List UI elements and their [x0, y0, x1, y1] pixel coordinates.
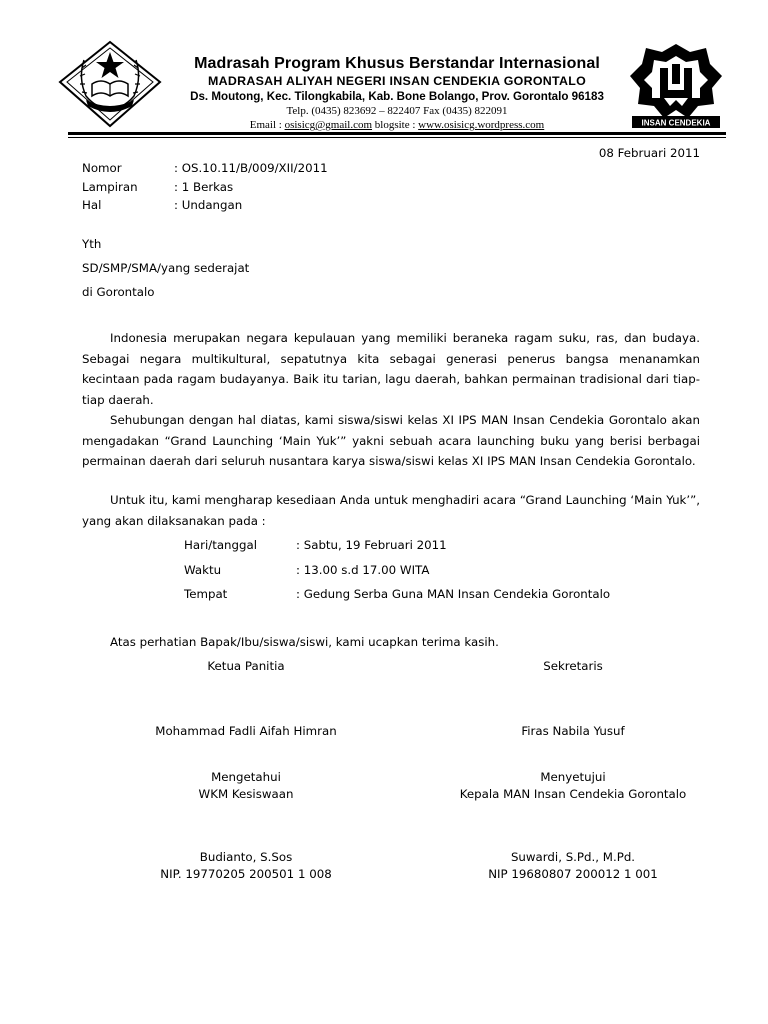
meta-value: : Undangan — [174, 198, 243, 212]
chair-title: Ketua Panitia — [207, 659, 285, 673]
email-link[interactable]: osisicg@gmail.com — [284, 119, 373, 131]
approved-nip: NIP 19680807 200012 1 001 — [488, 867, 658, 881]
event-row-date — [184, 533, 610, 558]
school-emblem-icon — [56, 38, 164, 130]
meta-row-subject — [82, 196, 328, 215]
meta-label: Hal — [82, 198, 102, 212]
school-name: MADRASAH ALIYAH NEGERI INSAN CENDEKIA GORONTALO — [207, 74, 587, 88]
known-name: Budianto, S.Sos — [199, 850, 293, 864]
meta-row-number — [82, 159, 328, 178]
event-label: Waktu — [184, 562, 222, 577]
addressee-line: di Gorontalo — [82, 285, 155, 299]
contact-line — [160, 118, 634, 132]
known-position: WKM Kesiswaan — [198, 787, 294, 801]
approved-block — [418, 769, 728, 803]
meta-label: Nomor — [82, 161, 122, 175]
letterhead — [160, 54, 634, 132]
closing-sentence: Atas perhatian Bapak/Ibu/siswa/siswi, kami ucapkan terima kasih. — [110, 635, 499, 649]
known-signatory — [110, 849, 382, 883]
approved-label: Menyetujui — [540, 770, 606, 784]
event-row-place — [184, 582, 610, 607]
approved-signatory — [418, 849, 728, 883]
event-label: Hari/tanggal — [184, 538, 258, 552]
logo-caption: INSAN CENDEKIA — [641, 118, 711, 128]
school-phone: Telp. (0435) 823692 – 822407 Fax (0435) 822091 — [286, 105, 508, 117]
body-paragraph: Untuk itu, kami mengharap kesediaan Anda untuk menghadiri acara “Grand Launching ‘Main Yuk’”, yang akan dilaksanakan pada : — [82, 493, 700, 528]
known-label: Mengetahui — [211, 770, 281, 784]
meta-value: : OS.10.11/B/009/XII/2011 — [174, 161, 328, 175]
secretary-name: Firas Nabila Yusuf — [521, 724, 625, 738]
body-paragraph: Sehubungan dengan hal diatas, kami siswa/siswi kelas XI IPS MAN Insan Cendekia Gorontalo akan mengadakan “Grand Launching ‘Main Yuk’” yakni sebuah acara launching buku yang berisi berbagai permainan daerah dari seluruh nusantara karya siswa/siswi kelas XI IPS MAN Insan Cendekia Gorontalo. — [82, 413, 700, 468]
school-address: Ds. Moutong, Kec. Tilongkabila, Kab. Bone Bolango, Prov. Gorontalo 96183 — [190, 90, 604, 103]
blog-link[interactable]: www.osisicg.wordpress.com — [418, 119, 545, 131]
meta-value: : 1 Berkas — [174, 179, 234, 194]
known-nip: NIP. 19770205 200501 1 008 — [160, 867, 332, 881]
event-value: : 13.00 s.d 17.00 WITA — [296, 562, 430, 577]
event-value: : Gedung Serba Guna MAN Insan Cendekia Gorontalo — [296, 587, 611, 601]
letter-date: 08 Februari 2011 — [598, 146, 700, 160]
meta-row-attachment — [82, 178, 328, 197]
email-label: Email : — [249, 119, 282, 131]
approved-position: Kepala MAN Insan Cendekia Gorontalo — [459, 787, 687, 801]
header-divider-thick — [68, 132, 726, 135]
meta-label: Lampiran — [82, 179, 138, 194]
approved-name: Suwardi, S.Pd., M.Pd. — [510, 850, 636, 864]
institution-title: Madrasah Program Khusus Berstandar Internasional — [194, 55, 600, 72]
secretary-title: Sekretaris — [543, 659, 603, 673]
event-details — [184, 533, 610, 607]
letter-meta — [82, 159, 328, 215]
header-divider-thin — [68, 137, 726, 138]
known-block — [110, 769, 382, 803]
addressee-line: Yth — [82, 237, 102, 251]
insan-cendekia-logo-icon — [626, 38, 726, 130]
addressee-line: SD/SMP/SMA/yang sederajat — [82, 261, 250, 275]
blog-label: blogsite : — [374, 119, 416, 131]
event-row-time — [184, 558, 610, 583]
body-paragraph: Indonesia merupakan negara kepulauan yang memiliki beraneka ragam suku, ras, dan budaya. Sebagai negara multikultural, sepatutnya kita sebagai generasi penerus bangsa menanamkan kecintaan pada ragam budayanya. Baik itu tarian, lagu daerah, bahkan permainan tradisional dari tiap-tiap daerah. — [82, 331, 700, 407]
chair-name: Mohammad Fadli Aifah Himran — [155, 724, 337, 738]
addressee-block — [82, 232, 249, 304]
event-label: Tempat — [184, 587, 228, 601]
event-value: : Sabtu, 19 Februari 2011 — [296, 538, 447, 552]
